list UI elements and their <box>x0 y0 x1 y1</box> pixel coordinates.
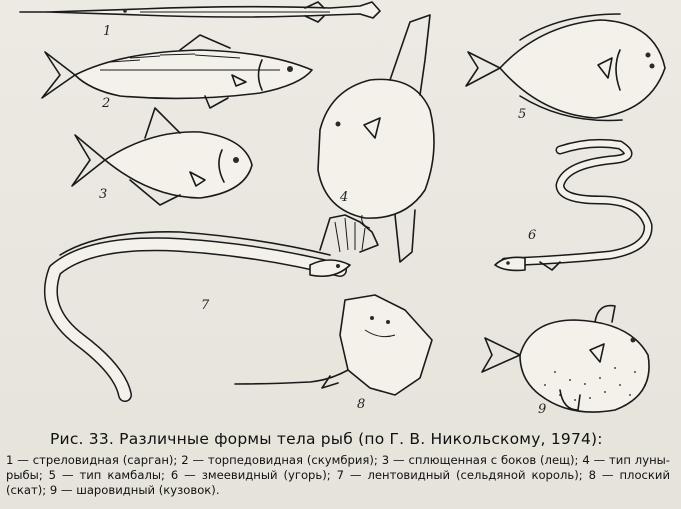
flounder-icon <box>466 14 665 121</box>
label-6: 6 <box>528 228 537 243</box>
mackerel-icon <box>42 35 312 108</box>
label-8: 8 <box>357 397 366 412</box>
label-7: 7 <box>201 298 210 313</box>
oarfish-icon <box>51 215 378 395</box>
boxfish-icon <box>482 306 649 412</box>
figure-caption-body: 1 — стреловидная (сарган); 2 — торпедовидная (скумбрия); 3 — сплющенная с боков (лещ); 4 — тип луны-рыбы; 5 — тип камбалы; 6 — змеевидный (угорь); 7 — лентовидный (сельдяной король); 8 — плоский (скат); 9 — шаровидный (кузовок). <box>6 453 670 497</box>
label-2: 2 <box>102 96 111 111</box>
label-9: 9 <box>538 402 547 417</box>
label-4: 4 <box>340 190 349 205</box>
label-3: 3 <box>99 187 108 202</box>
figure-caption-title: Рис. 33. Различные формы тела рыб (по Г. В. Никольскому, 1974): <box>50 430 603 448</box>
stingray-icon <box>235 295 432 395</box>
label-5: 5 <box>518 107 527 122</box>
label-1: 1 <box>103 24 112 39</box>
garfish-icon <box>20 2 380 22</box>
eel-icon <box>495 143 648 270</box>
